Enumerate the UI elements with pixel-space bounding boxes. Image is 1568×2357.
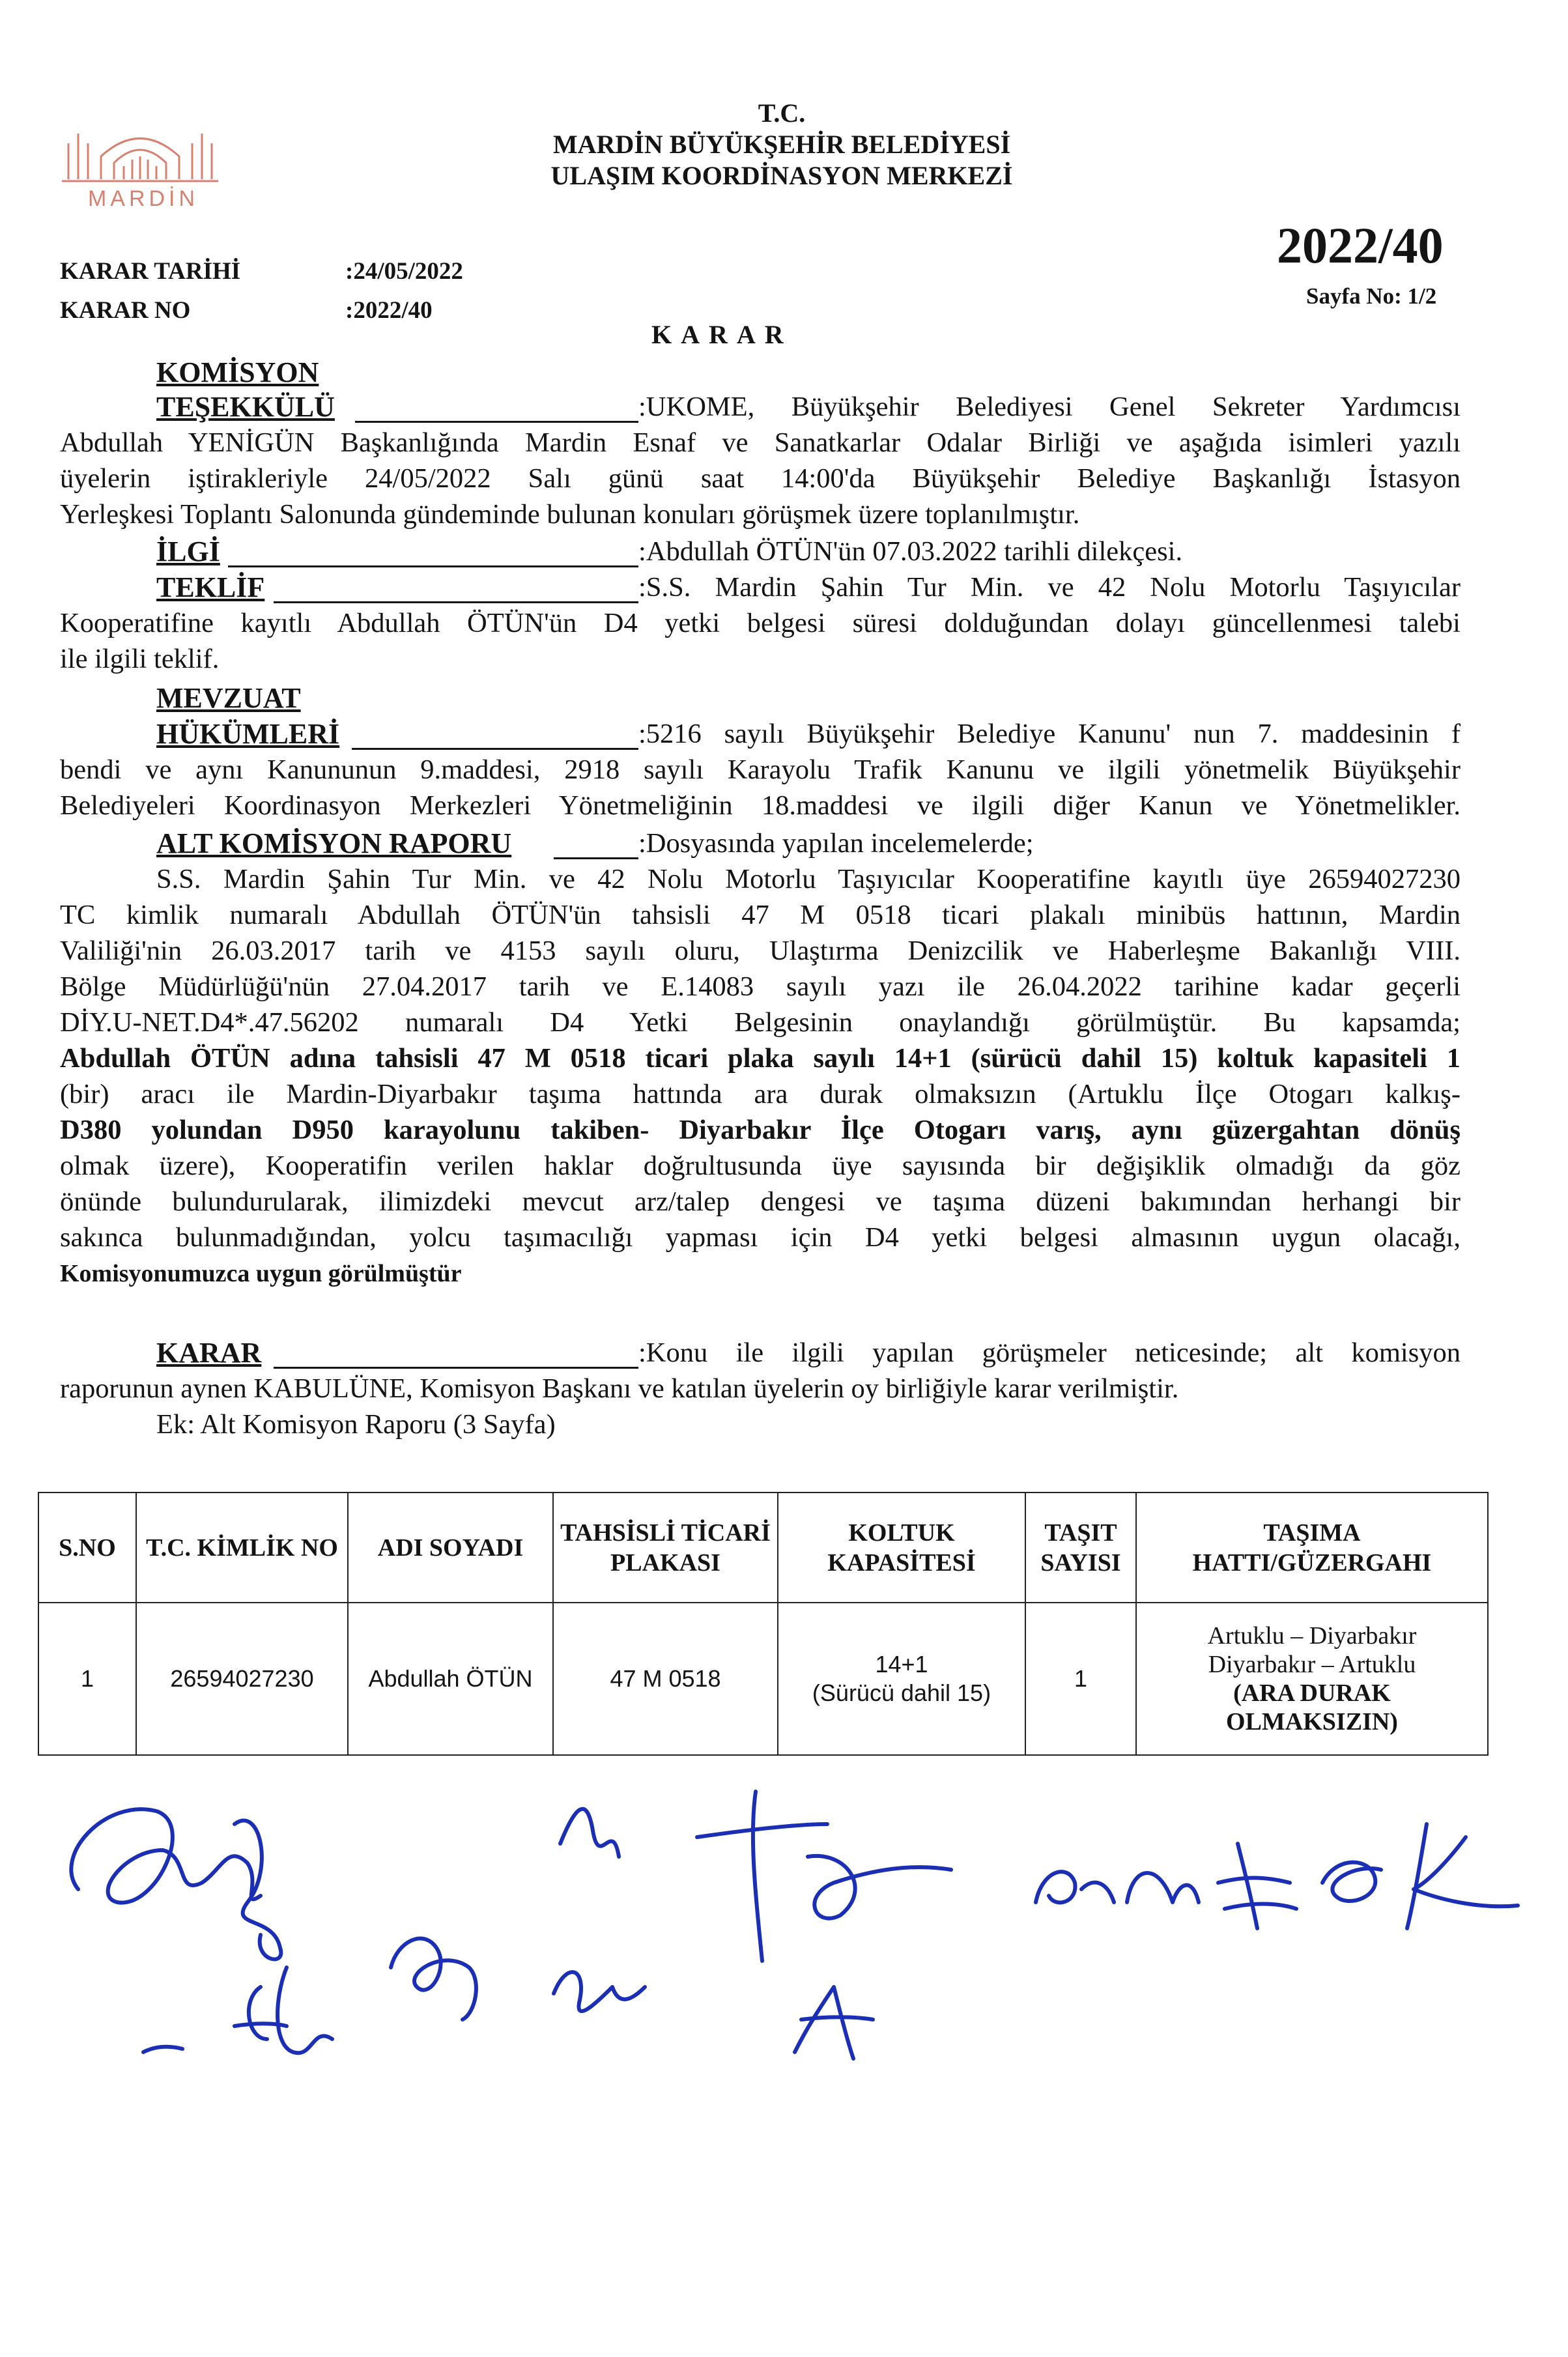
alt-komisyon-line: D380 yolundan D950 karayolunu takiben- Diyarbakır İlçe Otogarı varış, aynı güzergahtan dönüş	[60, 1115, 1461, 1145]
signature	[1036, 1872, 1199, 1902]
komisyon-line: :UKOME, Büyükşehir Belediyesi Genel Sekreter Yardımcısı	[638, 392, 1461, 422]
cell-tc: 26594027230	[136, 1603, 348, 1755]
logo-text: MARDİN	[87, 186, 199, 211]
route-line2: Diyarbakır – Artuklu	[1208, 1651, 1416, 1678]
cell-plate: 47 M 0518	[553, 1603, 778, 1755]
signature	[1322, 1863, 1381, 1901]
fill-rule	[355, 421, 638, 423]
document-number: 2022/40	[1277, 217, 1444, 274]
komisyon-line: Abdullah YENİGÜN Başkanlığında Mardin Esnaf ve Sanatkarlar Odalar Birliği ve aşağıda isimleri yazılı	[60, 427, 1461, 458]
karar-label: KARAR	[156, 1337, 262, 1369]
hukumleri-label: HÜKÜMLERİ	[156, 718, 340, 750]
alt-komisyon-line: olmak üzere), Kooperatifin verilen haklar doğrultusunda üye sayısında bir değişiklik olmadığı da göz	[60, 1150, 1461, 1181]
header-adi-soyadi: ADI SOYADI	[348, 1493, 553, 1603]
komisyon-label: KOMİSYON	[156, 356, 319, 388]
teklif-label: TEKLİF	[156, 571, 265, 603]
cell-vehicles: 1	[1025, 1603, 1136, 1755]
mevzuat-label: MEVZUAT	[156, 682, 301, 714]
header-department: ULAŞIM KOORDİNASYON MERKEZİ	[550, 161, 1013, 190]
decision-date-value: :24/05/2022	[345, 258, 463, 285]
alt-komisyon-line: Valiliği'nin 26.03.2017 tarih ve 4153 sayılı oluru, Ulaştırma Denizcilik ve Haberleşme Bakanlığı VIII.	[60, 936, 1461, 966]
header-koltuk: KOLTUK KAPASİTESİ	[778, 1493, 1025, 1603]
header-municipality: MARDİN BÜYÜKŞEHİR BELEDİYESİ	[552, 130, 1011, 159]
teklif-line: ile ilgili teklif.	[60, 644, 220, 674]
fill-rule	[554, 857, 638, 859]
signature	[391, 1939, 476, 2020]
signature	[697, 1792, 827, 1961]
decision-no-value: :2022/40	[345, 297, 433, 324]
signature	[143, 2047, 182, 2052]
alt-komisyon-line: önünde bulundurularak, ilimizdeki mevcut arz/talep dengesi ve taşıma düzeni bakımından herhangi bir	[60, 1186, 1461, 1217]
komisyon-line: Yerleşkesi Toplantı Salonunda gündeminde bulunan konuları görüşmek üzere toplanılmıştır.	[60, 499, 1080, 530]
header-hat: TAŞIMA HATTI/GÜZERGAHI	[1136, 1493, 1488, 1603]
mevzuat-line: Belediyeleri Koordinasyon Merkezleri Yönetmeliğinin 18.maddesi ve ilgili diğer Kanun ve Yönetmelikler.	[60, 790, 1461, 821]
karar-line: :Konu ile ilgili yapılan görüşmeler neticesinde; alt komisyon	[638, 1337, 1461, 1368]
capacity-line2: (Sürücü dahil 15)	[812, 1679, 991, 1706]
alt-komisyon-line: Komisyonumuzca uygun görülmüştür	[60, 1260, 462, 1287]
alt-komisyon-line: Bölge Müdürlüğü'nün 27.04.2017 tarih ve E.14083 sayılı yazı ile 26.04.2022 tarihine kadar geçerli	[60, 971, 1461, 1002]
header-sno: S.NO	[38, 1493, 136, 1603]
mevzuat-line: :5216 sayılı Büyükşehir Belediye Kanunu' nun 7. maddesinin f	[638, 719, 1461, 749]
cell-route	[1136, 1603, 1488, 1755]
teklif-line: :S.S. Mardin Şahin Tur Min. ve 42 Nolu Motorlu Taşıyıcılar	[638, 572, 1461, 603]
teklif-line: Kooperatifine kayıtlı Abdullah ÖTÜN'ün D4 yetki belgesi süresi dolduğundan dolayı güncellenmesi talebi	[60, 608, 1461, 638]
header-tc-kimlik: T.C. KİMLİK NO	[136, 1493, 348, 1603]
fill-rule	[352, 748, 638, 750]
decision-no-label: KARAR NO	[60, 297, 191, 324]
karar-line: raporunun aynen KABULÜNE, Komisyon Başkanı ve katılan üyelerin oy birliğiyle karar verilmiştir.	[60, 1373, 1179, 1404]
signature	[808, 1856, 951, 1919]
alt-komisyon-line: Abdullah ÖTÜN adına tahsisli 47 M 0518 ticari plaka sayılı 14+1 (sürücü dahil 15) koltuk kapasiteli 1	[60, 1043, 1461, 1074]
signature	[554, 1972, 645, 2011]
vehicle-table	[38, 1492, 1489, 1756]
fill-rule	[274, 1367, 638, 1369]
alt-komisyon-line: (bir) aracı ile Mardin-Diyarbakır taşıma hattında ara durak olmaksızın (Artuklu İlçe Otogarı kalkış-	[60, 1079, 1461, 1109]
fill-rule	[274, 601, 638, 603]
signature	[1407, 1824, 1518, 1928]
signature	[1218, 1844, 1296, 1928]
table-header-row	[38, 1493, 1488, 1603]
cell-capacity	[778, 1603, 1025, 1755]
alt-komisyon-line: S.S. Mardin Şahin Tur Min. ve 42 Nolu Motorlu Taşıyıcılar Kooperatifine kayıtlı üye 26594027230	[156, 864, 1461, 894]
ilgi-text: :Abdullah ÖTÜN'ün 07.03.2022 tarihli dilekçesi.	[638, 536, 1183, 567]
route-line4: OLMAKSIZIN)	[1226, 1708, 1398, 1736]
alt-komisyon-label: ALT KOMİSYON RAPORU	[156, 827, 512, 859]
header-tasit: TAŞIT SAYISI	[1025, 1493, 1136, 1603]
capacity-line1: 14+1	[875, 1651, 928, 1678]
signature	[71, 1809, 261, 1902]
route-line1: Artuklu – Diyarbakır	[1207, 1622, 1417, 1650]
alt-komisyon-line: TC kimlik numaralı Abdullah ÖTÜN'ün tahsisli 47 M 0518 ticari plakalı minibüs hattının, Mardin	[60, 900, 1461, 930]
signature	[235, 1967, 332, 2053]
signatures-area	[26, 1752, 1544, 2117]
signature	[235, 1820, 281, 1959]
cell-sno: 1	[38, 1603, 136, 1755]
page-number: Sayfa No: 1/2	[1306, 283, 1437, 309]
header-tc: T.C.	[758, 98, 806, 128]
komisyon-line: üyelerin iştirakleriyle 24/05/2022 Salı günü saat 14:00'da Büyükşehir Belediye Başkanlığı İstasyon	[60, 463, 1461, 494]
decision-date-label: KARAR TARİHİ	[60, 258, 241, 285]
tesekkulu-label: TEŞEKKÜLÜ	[156, 391, 335, 423]
signature	[560, 1809, 619, 1857]
ilgi-label: İLGİ	[156, 536, 220, 567]
alt-komisyon-line: DİY.U-NET.D4*.47.56202 numaralı D4 Yetki Belgesinin onaylandığı görülmüştür. Bu kapsamda;	[60, 1007, 1461, 1038]
alt-komisyon-line: sakınca bulunmadığından, yolcu taşımacılığı yapması için D4 yetki belgesi almasının uygun olacağı,	[60, 1222, 1461, 1253]
header-plaka: TAHSİSLİ TİCARİ PLAKASI	[553, 1493, 778, 1603]
route-line3: (ARA DURAK	[1233, 1679, 1391, 1707]
cell-name: Abdullah ÖTÜN	[348, 1603, 553, 1755]
fill-rule	[228, 565, 638, 567]
mevzuat-line: bendi ve aynı Kanununun 9.maddesi, 2918 sayılı Karayolu Trafik Kanunu ve ilgili yönetmelik Büyükşehir	[60, 754, 1461, 785]
signature	[795, 1987, 873, 2059]
alt-komisyon-line: :Dosyasında yapılan incelemelerde;	[638, 828, 1034, 859]
ek-line: Ek: Alt Komisyon Raporu (3 Sayfa)	[156, 1409, 556, 1440]
table-row	[38, 1603, 1488, 1755]
decision-title: KARAR	[651, 320, 793, 349]
